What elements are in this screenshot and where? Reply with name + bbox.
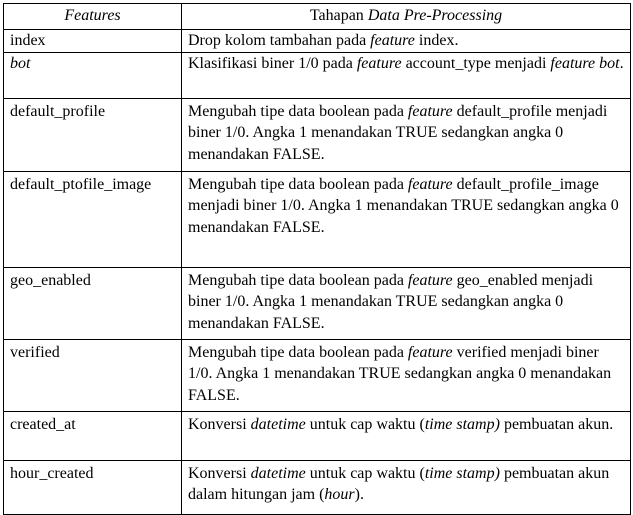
description-text: Mengubah tipe data boolean pada <box>188 271 408 289</box>
header-stage-prefix: Tahapan <box>309 7 368 24</box>
description-text: untuk cap waktu ( <box>305 464 425 482</box>
italic-term: feature <box>407 175 453 193</box>
description-text: Drop kolom tambahan pada <box>188 32 371 49</box>
description-text: Mengubah tipe data boolean pada <box>188 343 408 361</box>
description-text: default_profile menjadi biner 1/0. Angka 1 menandakan TRUE sedangkan angka 0 menandakan FALSE. <box>188 102 608 163</box>
table-row <box>4 171 631 267</box>
feature-cell: created_at <box>4 411 182 460</box>
italic-term: feature <box>407 102 453 120</box>
description-cell <box>182 267 631 339</box>
table-row <box>4 411 631 460</box>
table-row <box>4 52 631 98</box>
description-cell <box>182 460 631 514</box>
italic-term: feature <box>370 32 415 49</box>
description-text: pembuatan akun. <box>499 415 614 433</box>
description-text: Mengubah tipe data boolean pada <box>188 102 408 120</box>
feature-cell: hour_created <box>4 460 182 514</box>
description-text: pembuatan akun dalam hitungan jam ( <box>188 464 610 503</box>
feature-cell: bot <box>4 52 182 98</box>
feature-cell: default_profile <box>4 98 182 171</box>
description-text: ). <box>354 486 364 503</box>
header-stage <box>182 4 631 30</box>
feature-cell: index <box>4 30 182 53</box>
description-text: Konversi <box>188 415 251 433</box>
description-text: index. <box>414 32 459 49</box>
description-text: Mengubah tipe data boolean pada <box>188 175 408 193</box>
description-cell <box>182 98 631 171</box>
description-text: geo_enabled menjadi biner 1/0. Angka 1 menandakan TRUE sedangkan angka 0 menandakan FALSE. <box>188 271 594 332</box>
italic-term: datetime <box>250 464 306 482</box>
italic-term: feature <box>407 271 453 289</box>
italic-term: feature bot <box>550 54 620 72</box>
description-text: default_profile_image menjadi biner 1/0. Angka 1 menandakan TRUE sedangkan angka 0 menandakan FALSE. <box>188 175 619 236</box>
feature-cell: verified <box>4 339 182 411</box>
table-row <box>4 339 631 411</box>
feature-cell: default_ptofile_image <box>4 171 182 267</box>
description-cell <box>182 30 631 53</box>
table-row <box>4 30 631 53</box>
italic-term: hour <box>324 486 355 503</box>
table-row <box>4 460 631 514</box>
italic-term: feature <box>407 343 453 361</box>
table-body <box>4 30 631 515</box>
description-cell <box>182 339 631 411</box>
feature-cell: geo_enabled <box>4 267 182 339</box>
italic-term: feature <box>356 54 402 72</box>
italic-term: time stamp) <box>424 464 500 482</box>
header-features: Features <box>4 4 182 30</box>
description-cell <box>182 411 631 460</box>
description-text: verified menjadi biner 1/0. Angka 1 menandakan TRUE sedangkan angka 0 menandakan FALSE. <box>188 343 612 404</box>
preprocessing-table <box>3 3 631 515</box>
description-text: Konversi <box>188 464 251 482</box>
description-text: . <box>619 54 624 72</box>
table-row <box>4 267 631 339</box>
italic-term: time stamp) <box>424 415 500 433</box>
description-cell <box>182 52 631 98</box>
description-text: account_type menjadi <box>401 54 551 72</box>
description-text: untuk cap waktu ( <box>305 415 425 433</box>
description-text: Klasifikasi biner 1/0 pada <box>188 54 357 72</box>
header-row <box>4 4 631 30</box>
description-cell <box>182 171 631 267</box>
table-row <box>4 98 631 171</box>
italic-term: datetime <box>250 415 306 433</box>
header-stage-italic: Data Pre-Processing <box>367 7 503 24</box>
